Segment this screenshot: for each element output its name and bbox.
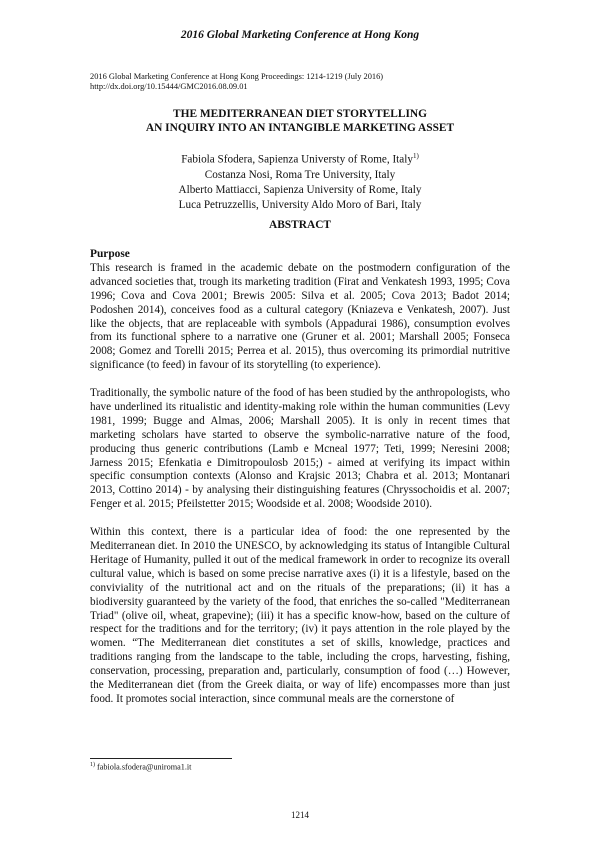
running-head: 2016 Global Marketing Conference at Hong Kong	[180, 29, 420, 41]
author-3: Alberto Mattiacci, Sapienza University of Rome, Italy	[178, 184, 422, 197]
title-line-2: AN INQUIRY INTO AN INTANGIBLE MARKETING ASSET	[145, 121, 455, 134]
paragraph-3: Within this context, there is a particular idea of food: the one represented by the Mediterranean diet. In 2010 the UNESCO, by acknowledging its status of Intangible Cultural Heritage of Humanity, pulled it out of the medical framework in order to recognize its overall cultural value, which is based on some precise narrative axes (i) it is a lifestyle, based on the conviviality of the nutritional act and on the rituals of the preparations; (ii) it has a biodiversity guaranteed by the variety of the food, that enriches the so-called "Mediterranean Triad" (olive oil, wheat, grapevine); (iii) it has a specific know-how, based on the culture of respect for the traditions and for the territory; (iv) it pays attention in the role played by the women. “The Mediterranean diet constitutes a set of skills, knowledge, practices and traditions ranging from the landscape to the table, including the crops, harvesting, fishing, conservation, processing, preparation and, particularly, consumption of food (…) However, the Mediterranean diet (from the Greek diaita, or way of life) encompasses more than just food. It promotes social interaction, since communal meals are the cornerstone of	[90, 526, 510, 705]
author-list	[0, 149, 600, 214]
footnote-email: fabiola.sfodera@uniroma1.it	[97, 762, 192, 772]
footnote-mark: 1)	[90, 762, 95, 768]
paper-title	[0, 108, 600, 135]
author-1	[0, 149, 600, 168]
proceedings-line: 2016 Global Marketing Conference at Hong Kong Proceedings: 1214-1219 (July 2016)	[90, 72, 384, 81]
abstract-heading: ABSTRACT	[268, 219, 332, 231]
author-4: Luca Petruzzellis, University Aldo Moro of Bari, Italy	[178, 199, 422, 212]
doi-link[interactable]: http://dx.doi.org/10.15444/GMC2016.08.09.01	[90, 82, 248, 92]
footnote-divider	[90, 758, 232, 759]
paragraph-1: This research is framed in the academic debate on the postmodern configuration of the advanced societies that, trough its marketing tradition (Firat and Venkatesh 1993, 1995; Cova 1996; Cova and Cova 2001; Brewis 2005: Silva et al. 2005; Cova 2013; Badot 2014; Podoshen 2014), conceives food as a cultural category (Kniazeva e Venkatesh, 2007). Just like the objects, that are replaceable with symbols (Appadurai 1986), consumption evolves from its functional sphere to a narrative one (Gruner et al. 2001; Marshall 2005; Fonseca 2008; Gomez and Torelli 2015; Perrea et al. 2015), thus overcoming its primordial nutritive significance (to feed) in favour of its storytelling (to experience).	[90, 261, 510, 372]
author-2: Costanza Nosi, Roma Tre University, Italy	[204, 168, 396, 181]
title-line-1: THE MEDITERRANEAN DIET STORYTELLING	[173, 108, 427, 120]
abstract-body	[90, 248, 510, 721]
section-heading-purpose: Purpose	[90, 248, 130, 260]
footnote	[90, 762, 191, 772]
proceedings-citation	[90, 72, 383, 92]
paragraph-2: Traditionally, the symbolic nature of the food of has been studied by the anthropologists, who have underlined its ritualistic and identity-making role within the human communities (Levy 1981, 1999; Bugge and Almas, 2006; Marshall 2005). It is only in recent times that marketing scholars have started to observe the symbolic-narrative nature of the food, producing thus generic contributions (Lamb e Mcneal 1977; Teti, 1999; Neresini 2008; Jarness 2015; Efenkatia e Dimitropoulosb 2015;) - aimed at verifying its impact within specific consumption contexts (Alonso and Krajsic 2013; Chabra et al. 2013; Montanari 2013, Cottino 2014) - by analysing their distinguishing features (Chryssochoidis et al. 2007; Fenger et al. 2015; Pfeilstetter 2015; Woodside et al. 2008; Woodside 2010).	[90, 387, 510, 511]
author-1-text: Fabiola Sfodera, Sapienza Universty of Rome, Italy	[181, 153, 413, 166]
page-number: 1214	[291, 810, 309, 820]
author-1-footnote-mark: 1)	[412, 152, 419, 160]
